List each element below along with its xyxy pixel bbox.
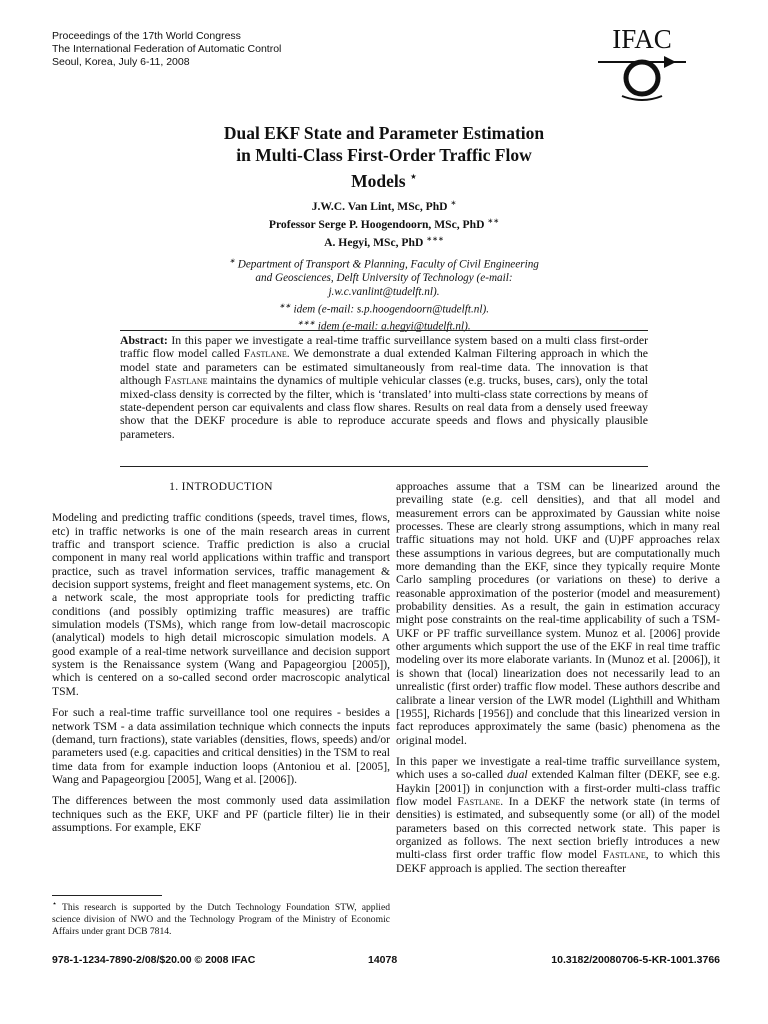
model-name: Fastlane [457,794,501,808]
proceedings-header [52,30,281,69]
paragraph-text: extended Kalman filter (DEKF, see e.g. Haykin [2001]) in conjunction with a first-order multi-class traffic flow model [396,768,720,808]
author-name: Professor Serge P. Hoogendoorn, MSc, PhD [268,217,485,231]
affil-email: j.w.c.vanlint@tudelft.nl). [328,286,440,299]
affil-mark: ∗∗ [278,301,291,310]
author-entry [150,196,618,214]
right-column [396,480,720,883]
emphasis: dual [507,768,528,782]
abstract [120,334,648,441]
author-entry [150,214,618,232]
footnote-text: This research is supported by the Dutch Technology Foundation STW, applied science division of NWO and the Technology Program of the Ministry of Economic Affairs under grant DCB 7814. [52,902,390,938]
abstract-text: . We demonstrate a dual extended Kalman Filtering approach in which the model state and parameters can be estimated simultaneously from real-time data. The innovation is that although [120,346,648,388]
affil-line: Department of Transport & Planning, Faculty of Civil Engineering [237,258,539,271]
affil-email: idem (e-mail: a.hegyi@tudelft.nl). [317,321,471,334]
footnote [52,898,390,938]
affiliations [150,255,618,335]
paragraph-text: . In a DEKF the network state (in terms of densities) is estimated, and subsequently some (or all) of the model parameters based on this corrected network state. This paper is organized as follows. The next section briefly introduces a new multi-class first order traffic flow model [396,794,720,862]
title-line-3: Models [351,170,406,191]
paragraph: For such a real-time traffic surveillance tool one requires - besides a network TSM - a data assimilation technique which connects the inputs (demand, turn fractions), state variables (densities, flows, speeds) and/or parameters used (e.g. capacities and critical densities) in the TSM to real time data from for example induction loops (Antoniou et al. [2005], Wang and Papageorgiou [2005], Wang et al. [2006]). [52,706,390,786]
author-entry [150,232,618,250]
model-name: Fastlane [164,373,208,388]
paragraph-text: , to which this DEKF approach is applied. The section thereafter [396,848,720,875]
left-column [52,480,390,842]
author-name: J.W.C. Van Lint, MSc, PhD [311,199,448,213]
footer-doi: 10.3182/20080706-5-KR-1001.3766 [551,954,720,966]
footer-isbn: 978-1-1234-7890-2/08/$20.00 © 2008 IFAC [52,954,256,966]
page-number: 14078 [368,954,398,966]
abstract-top-rule [120,330,648,331]
affil-mark: ∗∗∗ [297,319,315,328]
affil-email: idem (e-mail: s.p.hoogendoorn@tudelft.nl). [293,303,489,316]
header-line-congress: Proceedings of the 17th World Congress [52,30,241,42]
author-name: A. Hegyi, MSc, PhD [324,235,424,249]
page-footer [52,954,720,968]
ifac-logo [592,22,692,104]
title-footnote-mark: ⋆ [409,171,417,183]
title-line-2: in Multi-Class First-Order Traffic Flow [236,145,532,165]
abstract-text: In this paper we investigate a real-time traffic surveillance system based on a multi class first-order traffic flow model called [120,333,649,361]
abstract-text: maintains the dynamics of multiple vehicular classes (e.g. trucks, buses, cars), only the total mixed-class density is corrected by the filter, which is ‘translated’ into multi-class state corrections by means of state-dependent person car equivalents and class flow shares. Results on real data from a densely used freeway show that the DEKF procedure is able to reproduce accurate speeds and flows and physically plausible parameters. [120,373,648,441]
author-mark: ∗∗∗ [426,234,444,243]
author-mark: ∗ [450,199,457,207]
model-name: Fastlane [243,346,287,361]
paragraph: approaches assume that a TSM can be linearized around the prevailing state (e.g. cell densities), and that all model and measurement errors can be approximated by Gaussian white noise processes. These are clearly strong assumptions, which in many real traffic situations may not hold. UKF and (U)PF approaches relax these assumptions in various degrees, but are computationally much more demanding than the EKF, since they typically require Monte Carlo sampling procedures (or variations on these) to derive a reasonable approximation of the posterior (model and measurement) probability densities. As a result, the gain in estimation accuracy might pose constraints on the real-time applicability of such a TSM-UKF or PF traffic surveillance system. Munoz et al. [2006] provide other arguments which support the use of the EKF in real time traffic modeling over its more elaborate variants. In (Munoz et al. [2006]), it is shown that (local) linearization does not necessarily lead to an unrealistic (first order) traffic flow model. These authors describe and calibrate a linear version of the LWR model (Lighthill and Whitham [1955], Richards [1956]) and conclude that this linearized version in fact reproduces approximately the same (basic) phenomena as the original model. [396,480,720,747]
header-line-federation: The International Federation of Automatic Control [52,43,282,55]
paragraph [396,755,720,875]
author-mark: ∗∗ [487,216,500,225]
title-line-1: Dual EKF State and Parameter Estimation [223,123,545,143]
header-line-venue: Seoul, Korea, July 6-11, 2008 [52,56,190,68]
abstract-bottom-rule [120,466,648,467]
affil-line: and Geosciences, Delft University of Technology (e-mail: [255,272,513,285]
paragraph: Modeling and predicting traffic conditions (speeds, travel times, flows, etc) in traffic networks is one of the main research areas in current traffic and transport science. Traffic prediction is also a crucial component in many real world applications within traffic and transport practice, such as travel information services, traffic management & decision support systems, freight and fleet management systems, etc. On a network scale, the most appropriate tools for predicting traffic conditions (and possibly optimizing traffic measures) are traffic simulation models (TSMs), which range from low-detail macroscopic (analytical) models to high detail microscopic simulation models. A good example of a real-time network surveillance and decision support system is the Renaissance system (Wang and Papageorgiou [2005]), which is centered on a so-called second order macroscopic analytical TSM. [52,511,390,698]
ifac-logo-text: IFAC [612,24,672,54]
paper-title [150,122,618,192]
affil-mark: ∗ [229,257,235,265]
footnote-mark: ⋆ [52,899,58,908]
model-name: Fastlane [602,848,646,862]
abstract-label: Abstract: [120,333,168,347]
paragraph: The differences between the most commonly used data assimilation techniques such as the EKF, UKF and PF (particle filter) lie in their assumptions. For example, EKF [52,794,390,834]
footnote-rule [52,895,162,896]
section-heading: 1. INTRODUCTION [169,480,273,493]
paragraph-text: In this paper we investigate a real-time traffic surveillance system, which uses a so-called [396,754,720,782]
author-list [150,196,618,250]
